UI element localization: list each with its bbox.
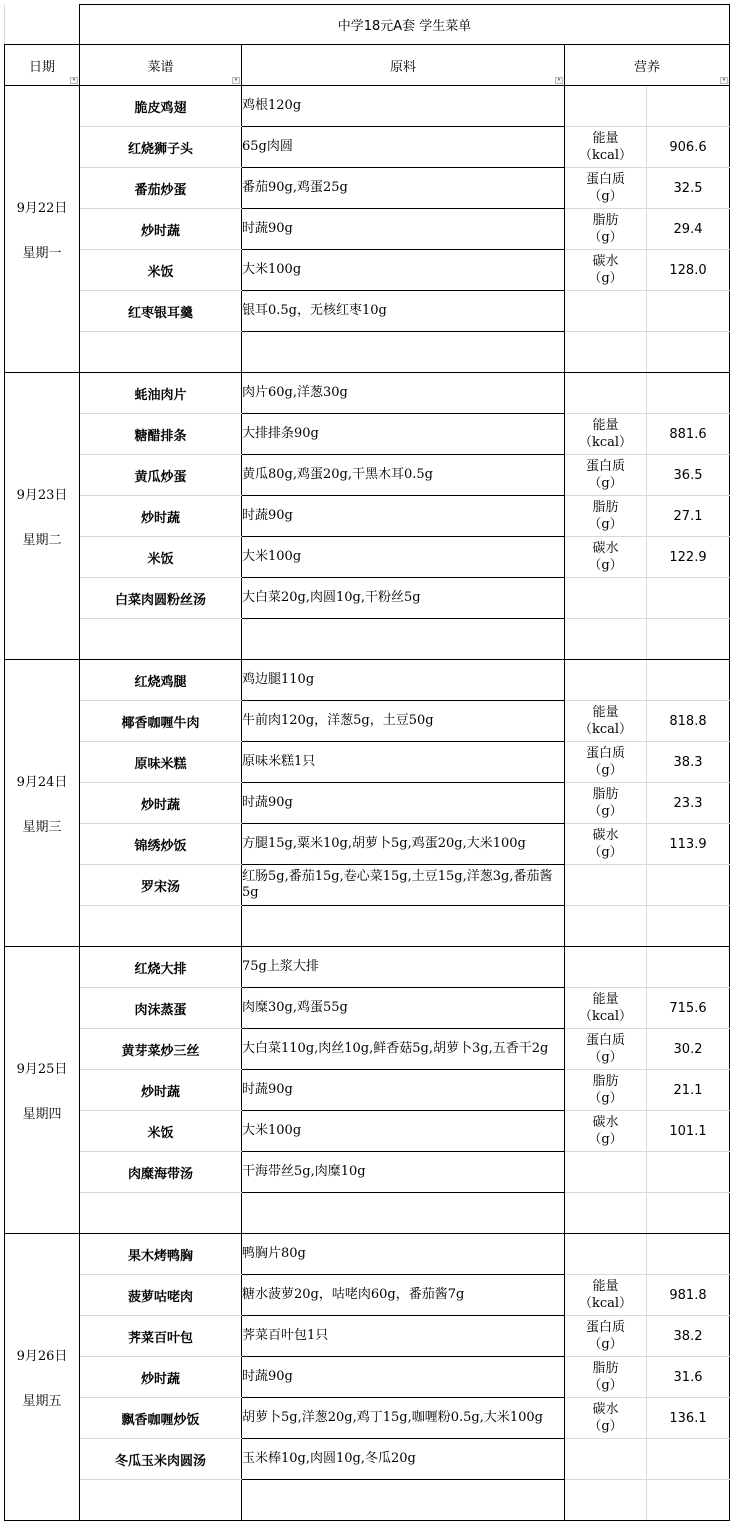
dish-name-cell[interactable]: 米饭 bbox=[80, 250, 242, 291]
nutrition-value-cell[interactable]: 29.4 bbox=[647, 209, 730, 250]
table-row bbox=[5, 988, 730, 1029]
table-row bbox=[5, 1111, 730, 1152]
table-row bbox=[5, 783, 730, 824]
dish-name-cell[interactable]: 红烧大排 bbox=[80, 947, 242, 988]
nutrition-value-cell[interactable]: 32.5 bbox=[647, 168, 730, 209]
nutrient-name: 脂肪 bbox=[592, 213, 619, 228]
nutrient-name: 能量 bbox=[592, 418, 619, 433]
dish-name-cell[interactable] bbox=[80, 619, 242, 660]
nutrient-unit: （g） bbox=[588, 517, 623, 532]
nutrition-value-cell[interactable] bbox=[647, 332, 730, 373]
ingredients-cell[interactable]: 时蔬90g bbox=[242, 783, 565, 824]
ingredients-cell[interactable]: 鸡根120g bbox=[242, 86, 565, 127]
nutrient-name: 碳水 bbox=[592, 254, 619, 269]
filter-dropdown-icon[interactable]: ▾ bbox=[70, 77, 78, 84]
ingredients-cell[interactable]: 胡萝卜5g,洋葱20g,鸡丁15g,咖喱粉0.5g,大米100g bbox=[242, 1398, 565, 1439]
nutrition-label-cell[interactable] bbox=[565, 1111, 647, 1152]
date-cell[interactable] bbox=[5, 660, 80, 947]
ingredients-cell[interactable]: 牛前肉120g，洋葱5g，土豆50g bbox=[242, 701, 565, 742]
dish-name-cell[interactable]: 米饭 bbox=[80, 537, 242, 578]
ingredients-cell[interactable]: 时蔬90g bbox=[242, 496, 565, 537]
nutrition-label-cell[interactable] bbox=[565, 373, 647, 414]
table-row bbox=[5, 865, 730, 906]
nutrition-label-cell[interactable] bbox=[565, 783, 647, 824]
table-row bbox=[5, 824, 730, 865]
date-label: 9月23日 bbox=[16, 488, 68, 503]
nutrition-value-cell[interactable]: 113.9 bbox=[647, 824, 730, 865]
table-row bbox=[5, 660, 730, 701]
table-row bbox=[5, 701, 730, 742]
table-row bbox=[5, 1357, 730, 1398]
table-row bbox=[5, 1275, 730, 1316]
nutrition-label-cell[interactable] bbox=[565, 619, 647, 660]
nutrition-label-cell[interactable] bbox=[565, 742, 647, 783]
nutrition-value-cell[interactable] bbox=[647, 619, 730, 660]
nutrient-unit: （g） bbox=[588, 1132, 623, 1147]
nutrient-name: 脂肪 bbox=[592, 1074, 619, 1089]
nutrition-value-cell[interactable]: 715.6 bbox=[647, 988, 730, 1029]
dish-name-cell[interactable] bbox=[80, 1480, 242, 1521]
nutrition-value-cell[interactable]: 136.1 bbox=[647, 1398, 730, 1439]
nutrition-value-cell[interactable]: 36.5 bbox=[647, 455, 730, 496]
nutrient-unit: （kcal） bbox=[578, 1296, 633, 1311]
table-row bbox=[5, 496, 730, 537]
date-label: 9月26日 bbox=[16, 1349, 68, 1364]
nutrition-label-cell[interactable] bbox=[565, 988, 647, 1029]
nutrition-value-cell[interactable]: 30.2 bbox=[647, 1029, 730, 1070]
dish-name-cell[interactable]: 蚝油肉片 bbox=[80, 373, 242, 414]
header-nutrition[interactable] bbox=[565, 45, 730, 86]
nutrition-value-cell[interactable] bbox=[647, 1480, 730, 1521]
table-row bbox=[5, 250, 730, 291]
dish-name-cell[interactable]: 肉沫蒸蛋 bbox=[80, 988, 242, 1029]
ingredients-cell[interactable]: 大米100g bbox=[242, 537, 565, 578]
dish-name-cell[interactable]: 红枣银耳羹 bbox=[80, 291, 242, 332]
nutrient-name: 碳水 bbox=[592, 1115, 619, 1130]
nutrition-label-cell[interactable] bbox=[565, 127, 647, 168]
nutrition-label-cell[interactable] bbox=[565, 455, 647, 496]
table-row bbox=[5, 332, 730, 373]
nutrient-name: 碳水 bbox=[592, 828, 619, 843]
table-row bbox=[5, 578, 730, 619]
nutrition-label-cell[interactable] bbox=[565, 1398, 647, 1439]
nutrition-value-cell[interactable] bbox=[647, 1193, 730, 1234]
nutrient-name: 脂肪 bbox=[592, 1361, 619, 1376]
nutrition-label-cell[interactable] bbox=[565, 701, 647, 742]
nutrient-name: 能量 bbox=[592, 705, 619, 720]
nutrition-value-cell[interactable]: 881.6 bbox=[647, 414, 730, 455]
nutrient-unit: （kcal） bbox=[578, 1009, 633, 1024]
nutrient-name: 蛋白质 bbox=[585, 172, 625, 187]
nutrient-unit: （kcal） bbox=[578, 435, 633, 450]
date-label: 9月25日 bbox=[16, 1062, 68, 1077]
filter-dropdown-icon[interactable]: ▾ bbox=[555, 77, 563, 84]
ingredients-cell[interactable] bbox=[242, 1480, 565, 1521]
nutrient-name: 蛋白质 bbox=[585, 1033, 625, 1048]
ingredients-cell[interactable]: 鸡边腿110g bbox=[242, 660, 565, 701]
nutrition-label-cell[interactable] bbox=[565, 496, 647, 537]
header-dish-label: 菜谱 bbox=[147, 59, 174, 75]
header-date-label: 日期 bbox=[28, 59, 55, 75]
page-title: 中学18元A套 学生菜单 bbox=[80, 5, 730, 45]
nutrition-label-cell[interactable] bbox=[565, 1029, 647, 1070]
nutrition-label-cell[interactable] bbox=[565, 660, 647, 701]
header-dish[interactable] bbox=[80, 45, 242, 86]
ingredients-cell[interactable] bbox=[242, 906, 565, 947]
dish-name-cell[interactable]: 炒时蔬 bbox=[80, 496, 242, 537]
ingredients-cell[interactable]: 大白菜20g,肉圆10g,干粉丝5g bbox=[242, 578, 565, 619]
table-row bbox=[5, 742, 730, 783]
nutrition-value-cell[interactable]: 27.1 bbox=[647, 496, 730, 537]
dish-name-cell[interactable]: 黄瓜炒蛋 bbox=[80, 455, 242, 496]
menu-table bbox=[4, 4, 730, 1521]
dish-name-cell[interactable]: 肉糜海带汤 bbox=[80, 1152, 242, 1193]
nutrition-label-cell[interactable] bbox=[565, 1357, 647, 1398]
table-row bbox=[5, 291, 730, 332]
table-row bbox=[5, 947, 730, 988]
ingredients-cell[interactable] bbox=[242, 619, 565, 660]
nutrition-value-cell[interactable] bbox=[647, 86, 730, 127]
nutrition-value-cell[interactable]: 23.3 bbox=[647, 783, 730, 824]
nutrition-label-cell[interactable] bbox=[565, 1070, 647, 1111]
nutrition-value-cell[interactable]: 906.6 bbox=[647, 127, 730, 168]
nutrient-name: 蛋白质 bbox=[585, 459, 625, 474]
nutrition-label-cell[interactable] bbox=[565, 578, 647, 619]
nutrient-name: 能量 bbox=[592, 992, 619, 1007]
dish-name-cell[interactable]: 原味米糕 bbox=[80, 742, 242, 783]
nutrition-label-cell[interactable] bbox=[565, 291, 647, 332]
nutrition-value-cell[interactable] bbox=[647, 660, 730, 701]
ingredients-cell[interactable]: 糖水菠萝20g，咕咾肉60g，番茄酱7g bbox=[242, 1275, 565, 1316]
nutrition-label-cell[interactable] bbox=[565, 537, 647, 578]
dish-name-cell[interactable]: 炒时蔬 bbox=[80, 209, 242, 250]
ingredients-cell[interactable]: 大白菜110g,肉丝10g,鲜香菇5g,胡萝卜3g,五香干2g bbox=[242, 1029, 565, 1070]
table-row bbox=[5, 1234, 730, 1275]
nutrient-unit: （g） bbox=[588, 189, 623, 204]
nutrition-label-cell[interactable] bbox=[565, 1480, 647, 1521]
nutrition-value-cell[interactable]: 101.1 bbox=[647, 1111, 730, 1152]
ingredients-cell[interactable]: 荠菜百叶包1只 bbox=[242, 1316, 565, 1357]
table-row bbox=[5, 168, 730, 209]
nutrient-unit: （kcal） bbox=[578, 148, 633, 163]
ingredients-cell[interactable]: 玉米棒10g,肉圆10g,冬瓜20g bbox=[242, 1439, 565, 1480]
ingredients-cell[interactable] bbox=[242, 1193, 565, 1234]
dish-name-cell[interactable]: 脆皮鸡翅 bbox=[80, 86, 242, 127]
header-ingredients[interactable] bbox=[242, 45, 565, 86]
dish-name-cell[interactable]: 锦绣炒饭 bbox=[80, 824, 242, 865]
table-row bbox=[5, 906, 730, 947]
ingredients-cell[interactable]: 原味米糕1只 bbox=[242, 742, 565, 783]
nutrition-value-cell[interactable] bbox=[647, 947, 730, 988]
table-row bbox=[5, 209, 730, 250]
nutrition-label-cell[interactable] bbox=[565, 332, 647, 373]
ingredients-cell[interactable]: 65g肉圆 bbox=[242, 127, 565, 168]
weekday-label: 星期五 bbox=[22, 1394, 62, 1409]
nutrient-unit: （g） bbox=[588, 558, 623, 573]
ingredients-cell[interactable]: 75g上浆大排 bbox=[242, 947, 565, 988]
nutrition-label-cell[interactable] bbox=[565, 209, 647, 250]
ingredients-cell[interactable]: 大排排条90g bbox=[242, 414, 565, 455]
dish-name-cell[interactable] bbox=[80, 332, 242, 373]
table-row bbox=[5, 1480, 730, 1521]
table-row bbox=[5, 414, 730, 455]
table-row bbox=[5, 455, 730, 496]
nutrition-value-cell[interactable] bbox=[647, 1152, 730, 1193]
weekday-label: 星期四 bbox=[22, 1107, 62, 1122]
nutrition-label-cell[interactable] bbox=[565, 1316, 647, 1357]
dish-name-cell[interactable]: 红烧狮子头 bbox=[80, 127, 242, 168]
dish-name-cell[interactable]: 果木烤鸭胸 bbox=[80, 1234, 242, 1275]
header-date[interactable] bbox=[5, 45, 80, 86]
nutrient-name: 碳水 bbox=[592, 541, 619, 556]
nutrition-value-cell[interactable] bbox=[647, 578, 730, 619]
nutrition-value-cell[interactable] bbox=[647, 1439, 730, 1480]
table-row bbox=[5, 86, 730, 127]
dish-name-cell[interactable]: 冬瓜玉米肉圆汤 bbox=[80, 1439, 242, 1480]
nutrient-unit: （g） bbox=[588, 1419, 623, 1434]
nutrition-label-cell[interactable] bbox=[565, 1439, 647, 1480]
ingredients-cell[interactable]: 银耳0.5g，无核红枣10g bbox=[242, 291, 565, 332]
table-row bbox=[5, 1398, 730, 1439]
nutrition-value-cell[interactable]: 31.6 bbox=[647, 1357, 730, 1398]
dish-name-cell[interactable]: 椰香咖喱牛肉 bbox=[80, 701, 242, 742]
ingredients-cell[interactable]: 大米100g bbox=[242, 1111, 565, 1152]
dish-name-cell[interactable]: 米饭 bbox=[80, 1111, 242, 1152]
table-row bbox=[5, 1152, 730, 1193]
table-row bbox=[5, 1439, 730, 1480]
dish-name-cell[interactable]: 飘香咖喱炒饭 bbox=[80, 1398, 242, 1439]
dish-name-cell[interactable]: 糖醋排条 bbox=[80, 414, 242, 455]
dish-name-cell[interactable]: 炒时蔬 bbox=[80, 783, 242, 824]
nutrition-value-cell[interactable] bbox=[647, 291, 730, 332]
table-row bbox=[5, 1070, 730, 1111]
dish-name-cell[interactable]: 番茄炒蛋 bbox=[80, 168, 242, 209]
table-row bbox=[5, 619, 730, 660]
dish-name-cell[interactable]: 红烧鸡腿 bbox=[80, 660, 242, 701]
nutrition-label-cell[interactable] bbox=[565, 1152, 647, 1193]
nutrition-value-cell[interactable] bbox=[647, 906, 730, 947]
nutrition-label-cell[interactable] bbox=[565, 1193, 647, 1234]
nutrition-value-cell[interactable] bbox=[647, 865, 730, 906]
weekday-label: 星期三 bbox=[22, 820, 62, 835]
ingredients-cell[interactable]: 时蔬90g bbox=[242, 1357, 565, 1398]
table-row bbox=[5, 537, 730, 578]
dish-name-cell[interactable]: 黄芽菜炒三丝 bbox=[80, 1029, 242, 1070]
nutrient-unit: （g） bbox=[588, 845, 623, 860]
nutrition-label-cell[interactable] bbox=[565, 1275, 647, 1316]
ingredients-cell[interactable]: 肉糜30g,鸡蛋55g bbox=[242, 988, 565, 1029]
nutrition-value-cell[interactable] bbox=[647, 1234, 730, 1275]
nutrition-label-cell[interactable] bbox=[565, 1234, 647, 1275]
nutrient-unit: （g） bbox=[588, 476, 623, 491]
nutrition-value-cell[interactable] bbox=[647, 373, 730, 414]
nutrient-name: 能量 bbox=[592, 1279, 619, 1294]
nutrition-value-cell[interactable]: 21.1 bbox=[647, 1070, 730, 1111]
ingredients-cell[interactable]: 干海带丝5g,肉糜10g bbox=[242, 1152, 565, 1193]
table-row bbox=[5, 373, 730, 414]
header-ingredients-label: 原料 bbox=[389, 59, 416, 75]
ingredients-cell[interactable]: 时蔬90g bbox=[242, 1070, 565, 1111]
nutrition-label-cell[interactable] bbox=[565, 250, 647, 291]
nutrient-name: 蛋白质 bbox=[585, 746, 625, 761]
nutrient-unit: （g） bbox=[588, 230, 623, 245]
ingredients-cell[interactable]: 肉片60g,洋葱30g bbox=[242, 373, 565, 414]
date-cell[interactable] bbox=[5, 373, 80, 660]
date-label: 9月22日 bbox=[16, 201, 68, 216]
weekday-label: 星期二 bbox=[22, 533, 62, 548]
ingredients-cell[interactable] bbox=[242, 332, 565, 373]
table-row bbox=[5, 1193, 730, 1234]
header-nutrition-label: 营养 bbox=[634, 59, 661, 75]
nutrition-value-cell[interactable]: 128.0 bbox=[647, 250, 730, 291]
dish-name-cell[interactable]: 炒时蔬 bbox=[80, 1357, 242, 1398]
nutrient-name: 能量 bbox=[592, 131, 619, 146]
date-label: 9月24日 bbox=[16, 775, 68, 790]
date-cell[interactable] bbox=[5, 947, 80, 1234]
nutrient-unit: （g） bbox=[588, 1378, 623, 1393]
dish-name-cell[interactable]: 白菜肉圆粉丝汤 bbox=[80, 578, 242, 619]
nutrient-unit: （kcal） bbox=[578, 722, 633, 737]
date-cell[interactable] bbox=[5, 86, 80, 373]
nutrition-label-cell[interactable] bbox=[565, 906, 647, 947]
nutrition-label-cell[interactable] bbox=[565, 414, 647, 455]
title-blank-cell bbox=[5, 5, 80, 45]
nutrient-name: 碳水 bbox=[592, 1402, 619, 1417]
dish-name-cell[interactable] bbox=[80, 906, 242, 947]
ingredients-cell[interactable]: 方腿15g,粟米10g,胡萝卜5g,鸡蛋20g,大米100g bbox=[242, 824, 565, 865]
nutrition-value-cell[interactable]: 122.9 bbox=[647, 537, 730, 578]
nutrition-value-cell[interactable]: 818.8 bbox=[647, 701, 730, 742]
ingredients-cell[interactable]: 红肠5g,番茄15g,卷心菜15g,土豆15g,洋葱3g,番茄酱5g bbox=[242, 865, 565, 906]
nutrient-unit: （g） bbox=[588, 271, 623, 286]
ingredients-cell[interactable]: 大米100g bbox=[242, 250, 565, 291]
nutrient-unit: （g） bbox=[588, 1337, 623, 1352]
table-row bbox=[5, 1029, 730, 1070]
ingredients-cell[interactable]: 番茄90g,鸡蛋25g bbox=[242, 168, 565, 209]
nutrient-unit: （g） bbox=[588, 1050, 623, 1065]
nutrition-label-cell[interactable] bbox=[565, 865, 647, 906]
nutrition-label-cell[interactable] bbox=[565, 947, 647, 988]
weekday-label: 星期一 bbox=[22, 246, 62, 261]
filter-dropdown-icon[interactable]: ▾ bbox=[232, 77, 240, 84]
table-row bbox=[5, 1316, 730, 1357]
ingredients-cell[interactable]: 鸭胸片80g bbox=[242, 1234, 565, 1275]
dish-name-cell[interactable] bbox=[80, 1193, 242, 1234]
nutrition-value-cell[interactable]: 38.2 bbox=[647, 1316, 730, 1357]
dish-name-cell[interactable]: 菠萝咕咾肉 bbox=[80, 1275, 242, 1316]
ingredients-cell[interactable]: 时蔬90g bbox=[242, 209, 565, 250]
nutrient-unit: （g） bbox=[588, 1091, 623, 1106]
nutrient-unit: （g） bbox=[588, 804, 623, 819]
nutrient-name: 脂肪 bbox=[592, 787, 619, 802]
nutrition-label-cell[interactable] bbox=[565, 824, 647, 865]
dish-name-cell[interactable]: 罗宋汤 bbox=[80, 865, 242, 906]
nutrition-label-cell[interactable] bbox=[565, 86, 647, 127]
filter-dropdown-icon[interactable]: ▾ bbox=[720, 77, 728, 84]
dish-name-cell[interactable]: 炒时蔬 bbox=[80, 1070, 242, 1111]
nutrition-label-cell[interactable] bbox=[565, 168, 647, 209]
nutrient-name: 蛋白质 bbox=[585, 1320, 625, 1335]
nutrition-value-cell[interactable]: 981.8 bbox=[647, 1275, 730, 1316]
dish-name-cell[interactable]: 荠菜百叶包 bbox=[80, 1316, 242, 1357]
ingredients-cell[interactable]: 黄瓜80g,鸡蛋20g,干黑木耳0.5g bbox=[242, 455, 565, 496]
date-cell[interactable] bbox=[5, 1234, 80, 1521]
nutrient-name: 脂肪 bbox=[592, 500, 619, 515]
nutrient-unit: （g） bbox=[588, 763, 623, 778]
table-row bbox=[5, 127, 730, 168]
nutrition-value-cell[interactable]: 38.3 bbox=[647, 742, 730, 783]
